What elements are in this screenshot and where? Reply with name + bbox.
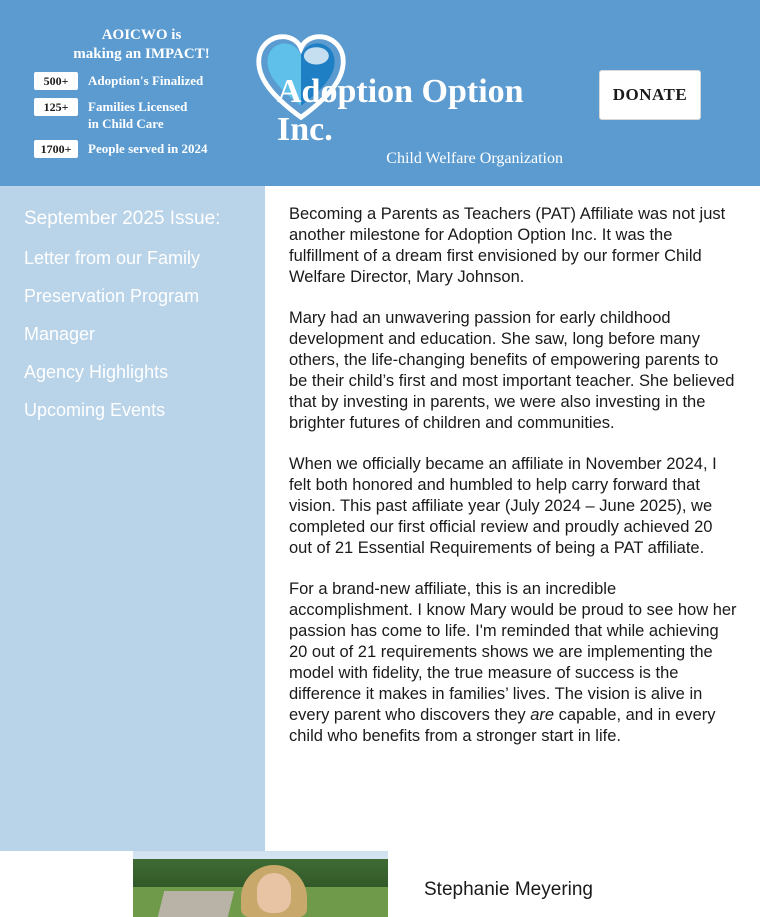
impact-stat-row <box>34 72 249 90</box>
article-paragraph: Mary had an unwavering passion for early childhood development and education. She saw, long before many others, the life-changing benefits of empowering parents to be their child’s first and most important teacher. She believed that by investing in parents, we were also investing in the brighter futures of children and communities. <box>289 309 735 432</box>
photo-road <box>158 891 234 917</box>
impact-stat-value: 1700+ <box>34 140 78 158</box>
author-bio <box>0 851 760 917</box>
final-paragraph-emphasis: are <box>530 706 555 724</box>
sidebar <box>0 186 265 851</box>
impact-stat-row <box>34 140 249 158</box>
sidebar-item-upcoming-events[interactable]: Upcoming Events <box>24 400 166 420</box>
page-header <box>0 0 760 186</box>
organization-logo <box>253 27 563 167</box>
photo-person-face <box>257 873 291 913</box>
article-body <box>265 186 760 851</box>
impact-stat-value: 125+ <box>34 98 78 116</box>
impact-title-line1: AOICWO is <box>101 27 182 43</box>
donate-button[interactable]: DONATE <box>599 70 701 120</box>
sidebar-item-letter-from-our-family[interactable]: Letter from our Family <box>24 248 201 268</box>
impact-stat-row <box>34 98 249 132</box>
logo-title: Adoption Option Inc. <box>277 73 524 148</box>
page-content <box>0 186 760 851</box>
impact-stat-label: People served in 2024 <box>88 141 208 156</box>
logo-subtitle: Child Welfare Organization <box>386 150 563 167</box>
impact-stat-value: 500+ <box>34 72 78 90</box>
sidebar-title: September 2025 Issue: <box>24 208 221 229</box>
impact-stat-label: Families Licensed in Child Care <box>88 99 188 131</box>
sidebar-item-manager[interactable]: Manager <box>24 324 96 344</box>
impact-stats-block <box>34 26 249 166</box>
sidebar-item-agency-highlights[interactable]: Agency Highlights <box>24 362 169 382</box>
impact-stat-label: Adoption's Finalized <box>88 73 204 88</box>
logo-text <box>277 73 567 169</box>
article-paragraph: When we officially became an affiliate in November 2024, I felt both honored and humbled to help carry forward that vision. This past affiliate year (July 2024 – June 2025), we completed our first official review and proudly achieved 20 out of 21 Essential Requirements of being a PAT affiliate. <box>289 455 717 557</box>
final-paragraph-part1: For a brand-new affiliate, this is an incredible accomplishment. I know Mary would be proud to see how her passion has come to life. I'm reminded that while achieving 20 out of 21 requirements shows we are implementing the model with fidelity, the true measure of success is the difference it makes in families’ lives. The vision is alive in every parent who discovers they <box>289 580 737 724</box>
article-paragraph: Becoming a Parents as Teachers (PAT) Affiliate was not just another milestone for Adoption Option Inc. It was the fulfillment of a dream first envisioned by our former Child Welfare Director, Mary Johnson. <box>289 205 726 286</box>
final-paragraph-part2: capable, and in every child who benefits from a stronger start in life. <box>289 706 716 745</box>
author-photo <box>133 851 388 917</box>
article-paragraph-final <box>289 579 738 747</box>
author-name: Stephanie Meyering <box>424 879 593 900</box>
sidebar-item-preservation-program[interactable]: Preservation Program <box>24 286 200 306</box>
impact-title-line2: making an IMPACT! <box>73 46 210 62</box>
impact-title <box>34 26 249 64</box>
